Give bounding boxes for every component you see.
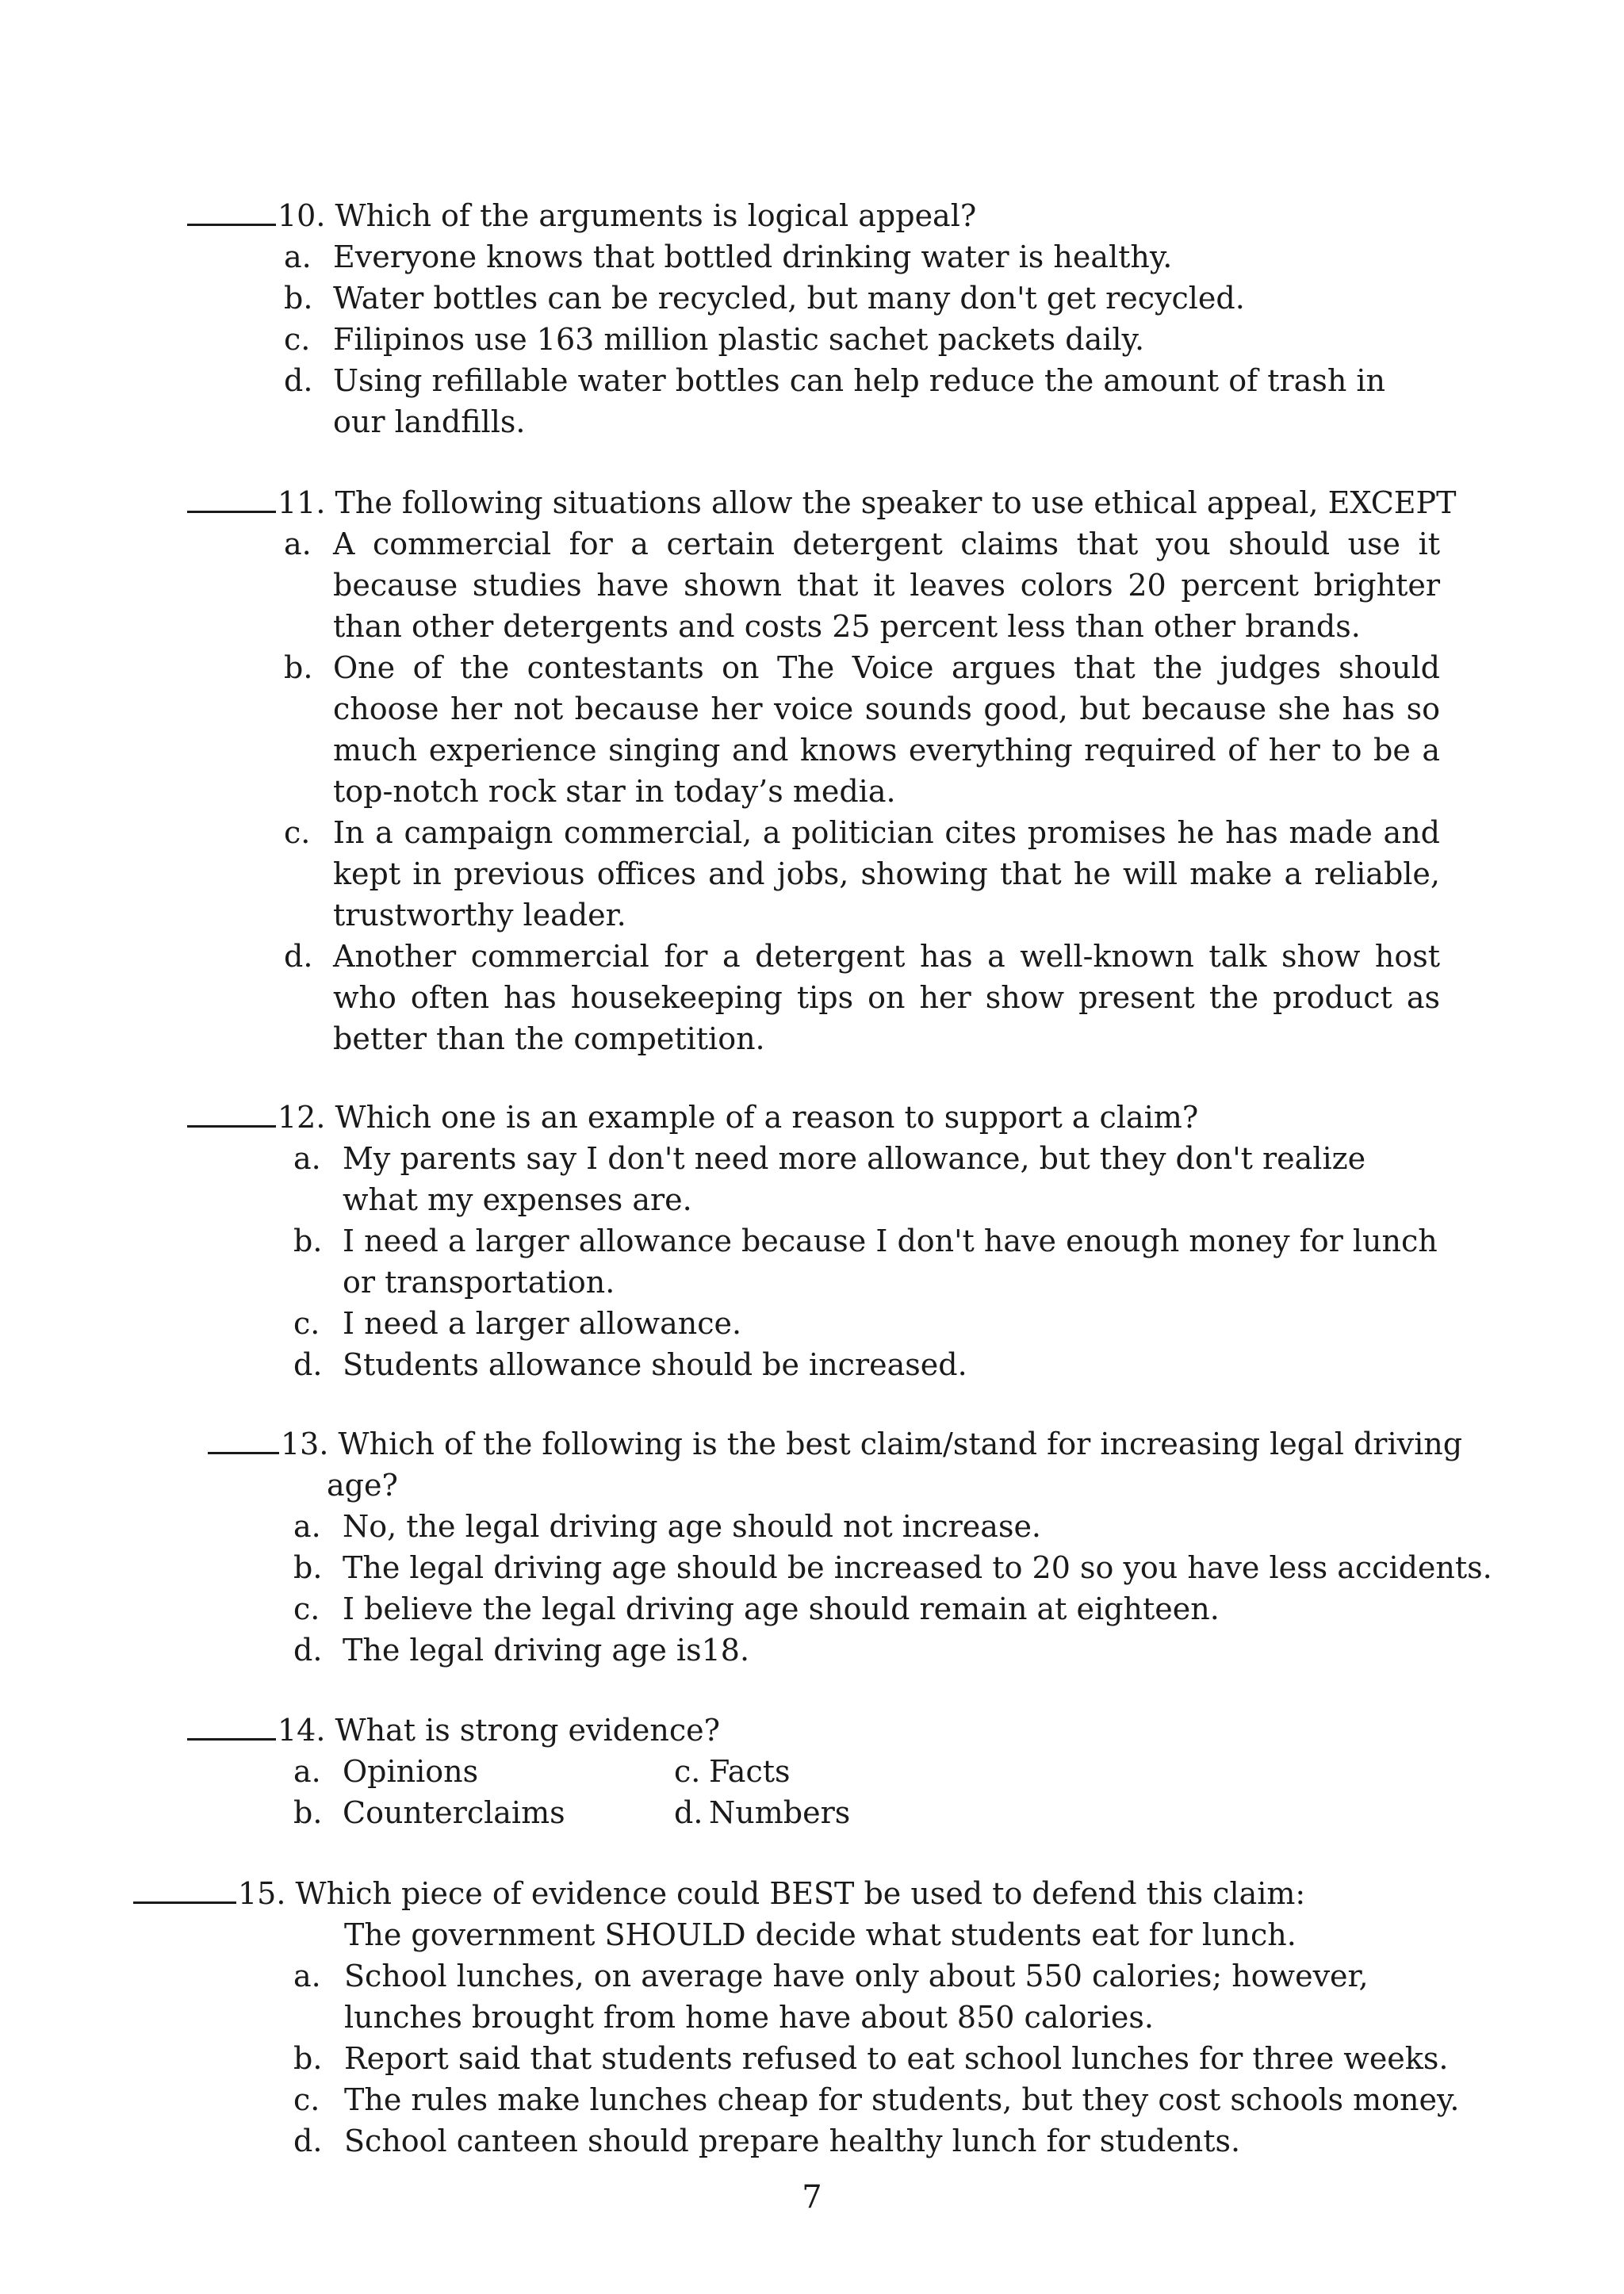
question-text: The following situations allow the speaker to use ethical appeal, EXCEPT: [335, 485, 1457, 520]
option-d: [293, 1630, 1440, 1671]
option-text: Counterclaims: [343, 1795, 565, 1830]
option-b: [284, 647, 1440, 812]
option-text: School lunches, on average have only about 550 calories; however, lunches brought from home have about 850 calories.: [344, 1959, 1369, 2035]
question-number: 10.: [278, 198, 326, 233]
answer-blank[interactable]: [187, 1711, 276, 1741]
option-a: [284, 236, 1440, 278]
question-stem: [187, 482, 1457, 523]
option-text: In a campaign commercial, a politician cites promises he has made and kept in previous offices and jobs, showing that he will make a reliable, trustworthy leader.: [333, 815, 1440, 933]
option-letter: d.: [293, 2124, 323, 2158]
option-letter: c.: [284, 815, 311, 850]
option-c: [293, 2079, 1460, 2120]
answer-blank[interactable]: [208, 1425, 279, 1454]
question-number: 14.: [278, 1713, 326, 1748]
option-b: [293, 1792, 674, 1833]
option-letter: a.: [284, 239, 312, 274]
option-text: A commercial for a certain detergent claims that you should use it because studies have shown that it leaves colors 20 percent brighter than other detergents and costs 25 percent less than other brands.: [333, 527, 1440, 644]
question-text: Which piece of evidence could BEST be used to defend this claim:: [295, 1876, 1306, 1911]
option-text: Filipinos use 163 million plastic sachet packets daily.: [333, 322, 1145, 357]
option-b: [293, 1220, 1440, 1303]
question-text: What is strong evidence?: [335, 1713, 721, 1748]
option-letter: d.: [293, 1347, 323, 1382]
option-c: [293, 1303, 1440, 1344]
option-c: [284, 319, 1440, 360]
option-a: [293, 1955, 1448, 2038]
question-stem: [133, 1873, 1450, 1914]
claim-text: The government SHOULD decide what students eat for lunch.: [344, 1917, 1297, 1952]
question-14: [187, 1710, 1440, 1833]
option-text: Facts: [709, 1754, 791, 1789]
question-stem: [187, 195, 1440, 236]
option-letter: c.: [293, 1591, 320, 1626]
option-d: [293, 2120, 1448, 2162]
option-letter: a.: [293, 1509, 321, 1544]
option-text: Water bottles can be recycled, but many don't get recycled.: [333, 281, 1245, 316]
option-text: One of the contestants on The Voice argues that the judges should choose her not because her voice sounds good, but because she has so much experience singing and knows everything required of her to be a top-notch rock star in today’s media.: [333, 650, 1440, 809]
option-c: [284, 812, 1440, 936]
answer-blank[interactable]: [187, 484, 276, 513]
option-letter: c.: [293, 2082, 320, 2117]
option-b: [293, 2038, 1448, 2079]
option-text: Numbers: [709, 1795, 851, 1830]
option-letter: c.: [284, 322, 311, 357]
option-a: [293, 1751, 674, 1792]
option-letter: a.: [293, 1754, 321, 1789]
option-text: Another commercial for a detergent has a well-known talk show host who often has housekeeping tips on her show present the product as better than the competition.: [333, 939, 1440, 1056]
option-letter: a.: [284, 527, 312, 561]
option-text: Opinions: [343, 1754, 479, 1789]
option-letter: c.: [293, 1306, 320, 1341]
page-number: 7: [802, 2179, 822, 2215]
question-number: 12.: [278, 1100, 326, 1135]
option-text: School canteen should prepare healthy lunch for students.: [344, 2124, 1241, 2158]
option-letter: b.: [293, 2041, 323, 2076]
option-letter: b.: [293, 1224, 323, 1258]
option-text: Everyone knows that bottled drinking water is healthy.: [333, 239, 1173, 274]
option-text: I need a larger allowance.: [343, 1306, 742, 1341]
answer-blank[interactable]: [133, 1875, 236, 1904]
question-text: Which of the following is the best claim/stand for increasing legal driving: [338, 1427, 1463, 1461]
option-d: [674, 1792, 991, 1833]
question-stem: [187, 1097, 1440, 1138]
option-c: [674, 1751, 991, 1792]
option-text: The legal driving age should be increased to 20 so you have less accidents.: [343, 1550, 1492, 1585]
option-letter: b.: [293, 1795, 323, 1830]
option-letter: d.: [674, 1795, 703, 1830]
question-12: [187, 1097, 1440, 1385]
option-letter: d.: [284, 939, 313, 974]
question-number: 13.: [281, 1427, 329, 1461]
option-text: I need a larger allowance because I don't have enough money for lunch or transportation.: [343, 1224, 1438, 1300]
option-text: Using refillable water bottles can help reduce the amount of trash in our landfills.: [333, 363, 1385, 439]
option-text: Students allowance should be increased.: [343, 1347, 967, 1382]
question-13: [208, 1423, 1492, 1671]
option-letter: d.: [284, 363, 313, 398]
option-text: Report said that students refused to eat school lunches for three weeks.: [344, 2041, 1449, 2076]
option-d: [284, 360, 1440, 442]
option-d: [284, 936, 1440, 1059]
option-a: [293, 1506, 1440, 1547]
question-stem: [208, 1423, 1463, 1465]
question-stem: [187, 1710, 1440, 1751]
question-text: Which one is an example of a reason to support a claim?: [335, 1100, 1199, 1135]
option-a: [284, 523, 1440, 647]
question-text: Which of the arguments is logical appeal?: [335, 198, 977, 233]
option-c: [293, 1588, 1440, 1630]
option-letter: a.: [293, 1959, 321, 1993]
option-d: [293, 1344, 1440, 1385]
question-text-continued: age?: [327, 1468, 398, 1503]
option-letter: a.: [293, 1141, 321, 1176]
options-grid: [293, 1751, 1440, 1833]
option-letter: b.: [293, 1550, 323, 1585]
option-letter: c.: [674, 1754, 701, 1789]
option-text: I believe the legal driving age should remain at eighteen.: [343, 1591, 1220, 1626]
question-15: [133, 1873, 1460, 2162]
option-letter: b.: [284, 650, 313, 685]
answer-blank[interactable]: [187, 1098, 276, 1128]
option-text: My parents say I don't need more allowance, but they don't realize what my expenses are.: [343, 1141, 1366, 1217]
option-b: [293, 1547, 1492, 1588]
option-b: [284, 278, 1440, 319]
question-11: [187, 482, 1457, 1059]
question-10: [187, 195, 1440, 442]
option-text: The rules make lunches cheap for students, but they cost schools money.: [344, 2082, 1460, 2117]
option-letter: d.: [293, 1633, 323, 1668]
answer-blank[interactable]: [187, 197, 276, 226]
question-number: 11.: [278, 485, 326, 520]
option-text: The legal driving age is18.: [343, 1633, 750, 1668]
option-text: No, the legal driving age should not increase.: [343, 1509, 1042, 1544]
question-number: 15.: [238, 1876, 286, 1911]
option-letter: b.: [284, 281, 313, 316]
option-a: [293, 1138, 1440, 1220]
